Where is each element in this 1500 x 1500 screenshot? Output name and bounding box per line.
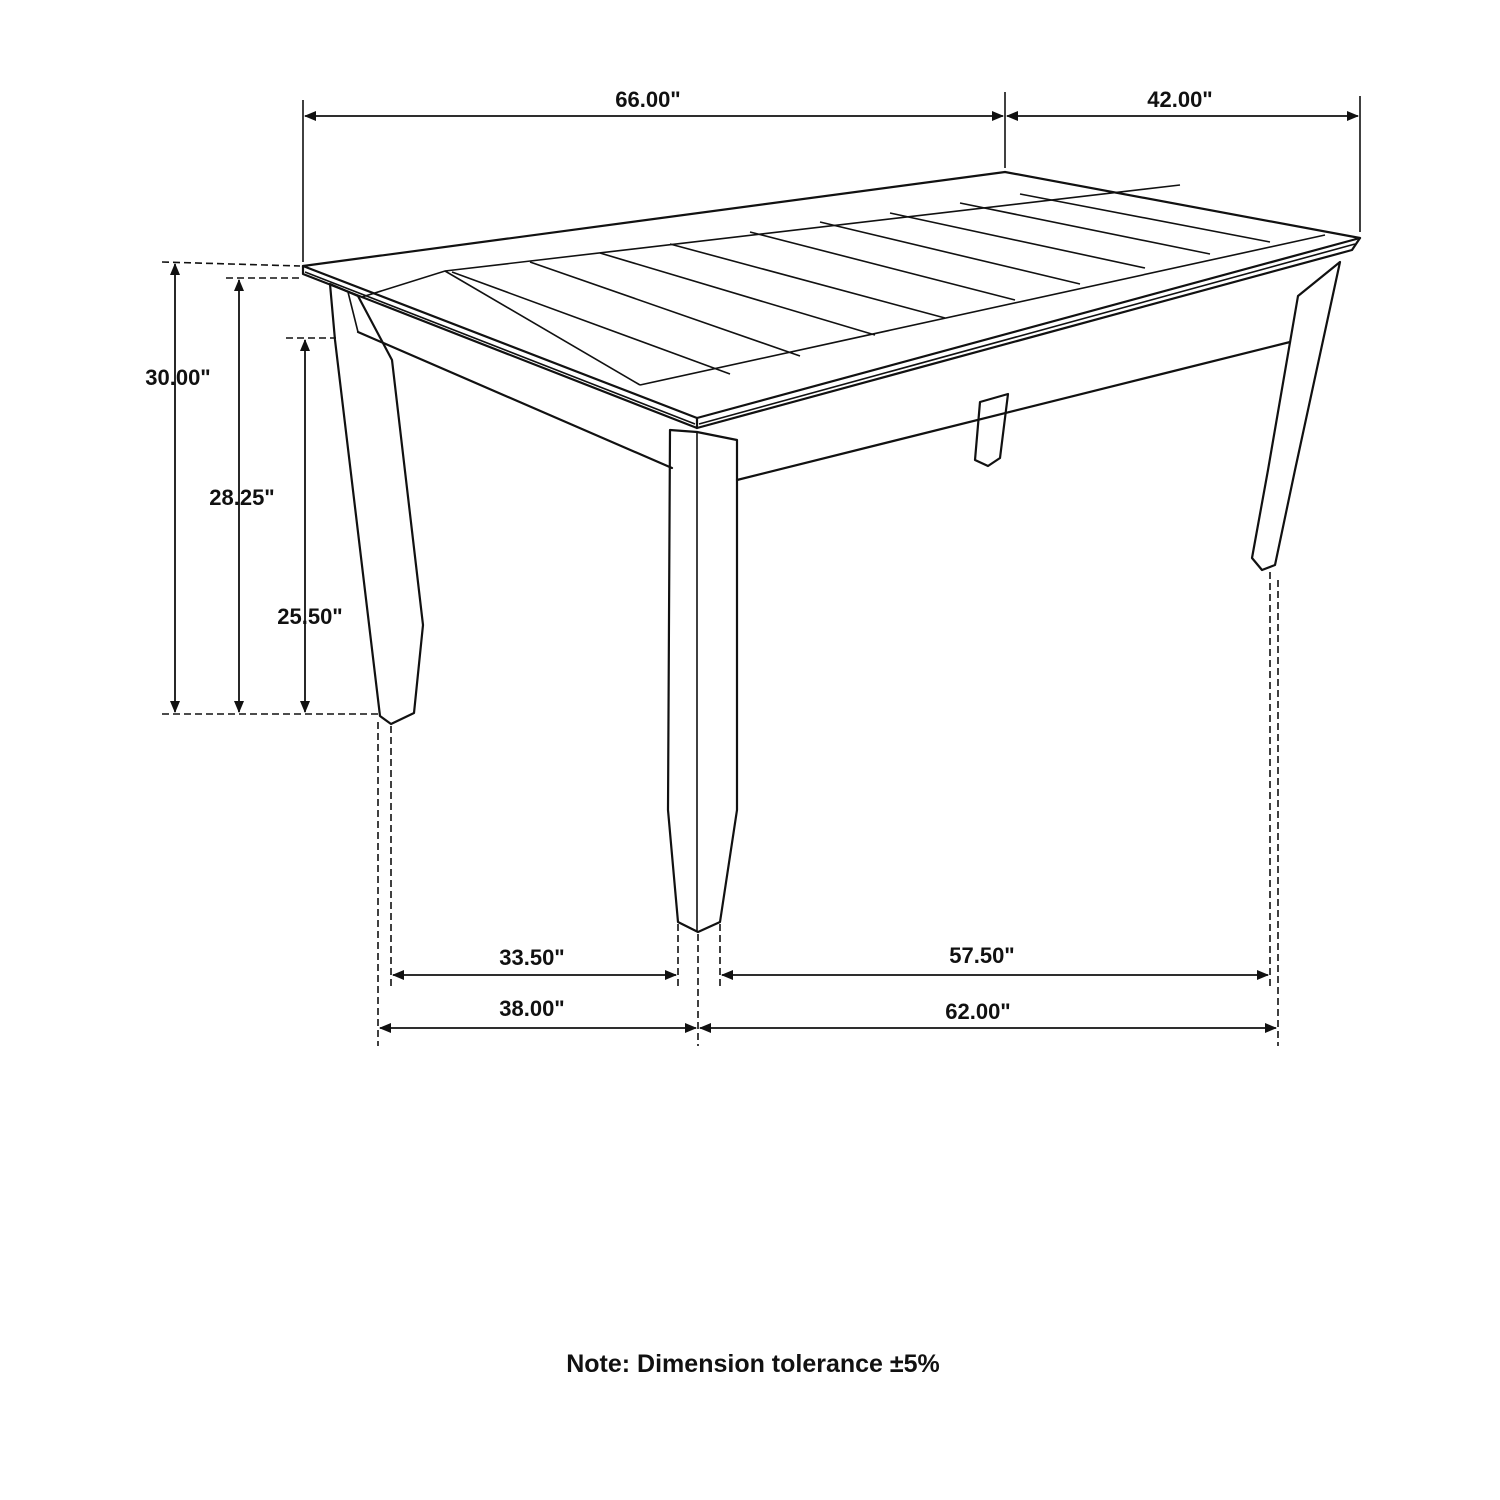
label-leg-outer-long: 62.00" [945,999,1011,1024]
label-apron-height: 28.25" [209,485,275,510]
label-leg-clearance: 25.50" [277,604,343,629]
label-leg-inner-short: 33.50" [499,945,565,970]
label-width: 42.00" [1147,87,1213,112]
leg-front-center [668,430,737,932]
right-apron [737,342,1290,480]
leg-front-left [330,284,423,724]
label-leg-inner-long: 57.50" [949,943,1015,968]
table-drawing [303,172,1360,932]
leg-back-middle [975,394,1008,466]
dimension-lines [175,116,1358,1028]
tolerance-note: Note: Dimension tolerance ±5% [566,1350,940,1378]
leg-back-right [1252,262,1340,570]
label-leg-outer-short: 38.00" [499,996,565,1021]
top-border-right [640,235,1325,385]
label-length: 66.00" [615,87,681,112]
label-overall-height: 30.00" [145,365,211,390]
tabletop-surface [303,172,1360,418]
